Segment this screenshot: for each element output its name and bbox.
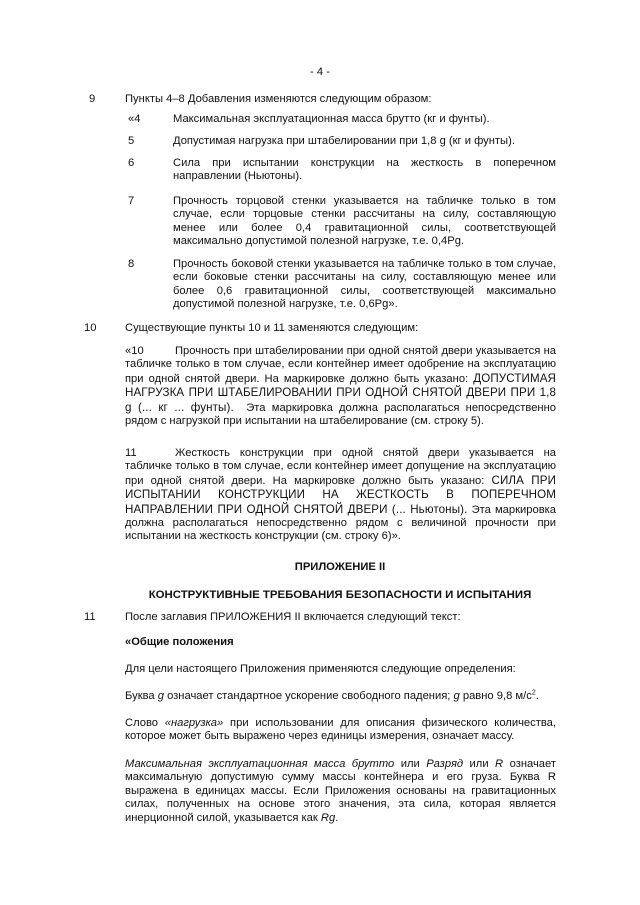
definition-text: . — [335, 811, 339, 824]
annex-title: ПРИЛОЖЕНИЕ II — [294, 561, 386, 573]
definition-text: или — [463, 758, 496, 770]
definition-g — [125, 690, 555, 703]
definition-text: означает максимальную допустимую сумму массы контейнера и его груза. Буква R выражена в единицах массы. Если Приложения основаны на гравитационных силах, полученных на основе этого значения, эта сила, которая является инерционной силой, указывается как — [125, 758, 556, 824]
sub-item-label-7: 7 — [128, 195, 135, 207]
symbol-g: g — [157, 690, 164, 702]
sub-item-text-5: Допустимая нагрузка при штабелировании при 1,8 g (кг и фунты). — [173, 135, 515, 147]
quote-10-text-a: Прочность при штабелировании при одной снятой двери указывается на табличке только в том случае, если контейнер имеет одобрение на эксплуатацию при одной снятой двери. На маркировке должно быть указано: — [125, 345, 556, 385]
quote-item-label-11: 11 — [125, 447, 137, 459]
sub-item-label-5: 5 — [128, 135, 135, 147]
quote-11-text-b: Эта маркировка должна располагаться непосредственно рядом с величиной прочности при испытании на жесткость конструкции (см. строку 6)». — [125, 503, 556, 543]
definition-g-text: Буква — [125, 690, 158, 702]
quote-item-10 — [125, 345, 556, 428]
paragraph-number-9: 9 — [89, 93, 96, 105]
sub-item-text-6: Сила при испытании конструкции на жесткость в поперечном направлении (Ньютоны). — [173, 157, 556, 183]
term-max-gross-mass: Максимальная эксплуатационная масса брутто — [125, 758, 395, 770]
definition-g-text: равно 9,8 м/с — [459, 690, 532, 702]
definition-text: или — [394, 758, 427, 770]
term-R: R — [495, 758, 504, 770]
term-Rg: Rg — [320, 811, 336, 824]
paragraph-9-intro: Пункты 4–8 Добавления изменяются следующим образом: — [125, 93, 432, 105]
definition-load-text: Слово — [125, 717, 165, 729]
quote-item-label-10: «10 — [125, 345, 144, 357]
paragraph-number-11: 11 — [84, 611, 96, 623]
annex-subtitle: КОНСТРУКТИВНЫЕ ТРЕБОВАНИЯ БЕЗОПАСНОСТИ И ИСПЫТАНИЯ — [148, 589, 532, 601]
definition-load-text: при использовании для описания физического количества, которое может быть выражено через единицы измерения, означает массу. — [125, 717, 556, 743]
definitions-intro: Для цели настоящего Приложения применяются следующие определения: — [125, 663, 516, 675]
definition-g-text: . — [535, 690, 539, 702]
quote-11-caps: СИЛА ПРИ ИСПЫТАНИИ КОНСТРУКЦИИ НА ЖЕСТКОСТЬ В ПОПЕРЕЧНОМ НАПРАВЛЕНИИ ПРИ ОДНОЙ СНЯТОЙ ДВЕРИ (... Ньютоны). — [125, 473, 557, 516]
symbol-g: g — [453, 690, 460, 702]
term-rating: Разряд — [426, 758, 464, 770]
term-load: «нагрузка» — [164, 717, 224, 729]
definition-g-text: означает стандартное ускорение свободного падения; — [163, 690, 454, 702]
quote-10-caps: ДОПУСТИМАЯ НАГРУЗКА ПРИ ШТАБЕЛИРОВАНИИ ПРИ ОДНОЙ СНЯТОЙ ДВЕРИ ПРИ 1,8 g (... кг ... фунты). — [125, 371, 557, 414]
definition-max-gross-mass — [125, 758, 556, 825]
sub-item-label-4: «4 — [128, 113, 141, 125]
paragraph-11-intro: После заглавия ПРИЛОЖЕНИЯ II включается следующий текст: — [125, 611, 461, 623]
quote-item-11 — [125, 447, 556, 544]
sub-item-text-8: Прочность боковой стенки указывается на табличке только в том случае, если боковые стенки рассчитаны на силу, составляющую менее или более 0,6 гравитационной силы, соответствующей максимально допустимой полезной нагрузке, т.е. 0,6Pg». — [173, 258, 556, 311]
quote-11-text-a: Жесткость конструкции при одной снятой двери указывается на табличке только в том случае, если контейнер имеет допущение на эксплуатацию при одной снятой двери. На маркировке должно быть указано: — [125, 447, 556, 487]
definition-load — [125, 717, 556, 744]
paragraph-number-10: 10 — [84, 322, 97, 334]
sub-item-label-6: 6 — [128, 157, 135, 169]
superscript: 2 — [531, 689, 536, 697]
paragraph-10-intro: Существующие пункты 10 и 11 заменяются следующим: — [125, 322, 419, 334]
sub-item-label-8: 8 — [128, 258, 135, 270]
sub-item-text-7: Прочность торцовой стенки указывается на табличке только в том случае, если торцовые стенки рассчитаны на силу, составляющую менее или более 0,4 гравитационной силы, соответствующей максимально допустимой полезной нагрузке, т.е. 0,4Pg. — [173, 195, 556, 248]
general-provisions-heading: «Общие положения — [125, 636, 234, 648]
sub-item-text-4: Максимальная эксплуатационная масса брутто (кг и фунты). — [173, 113, 490, 125]
quote-10-text-b: Эта маркировка должна располагаться непосредственно рядом с нагрузкой при испытании на штабелирование (см. строку 5). — [125, 401, 556, 428]
page-number: - 4 - — [310, 66, 330, 78]
